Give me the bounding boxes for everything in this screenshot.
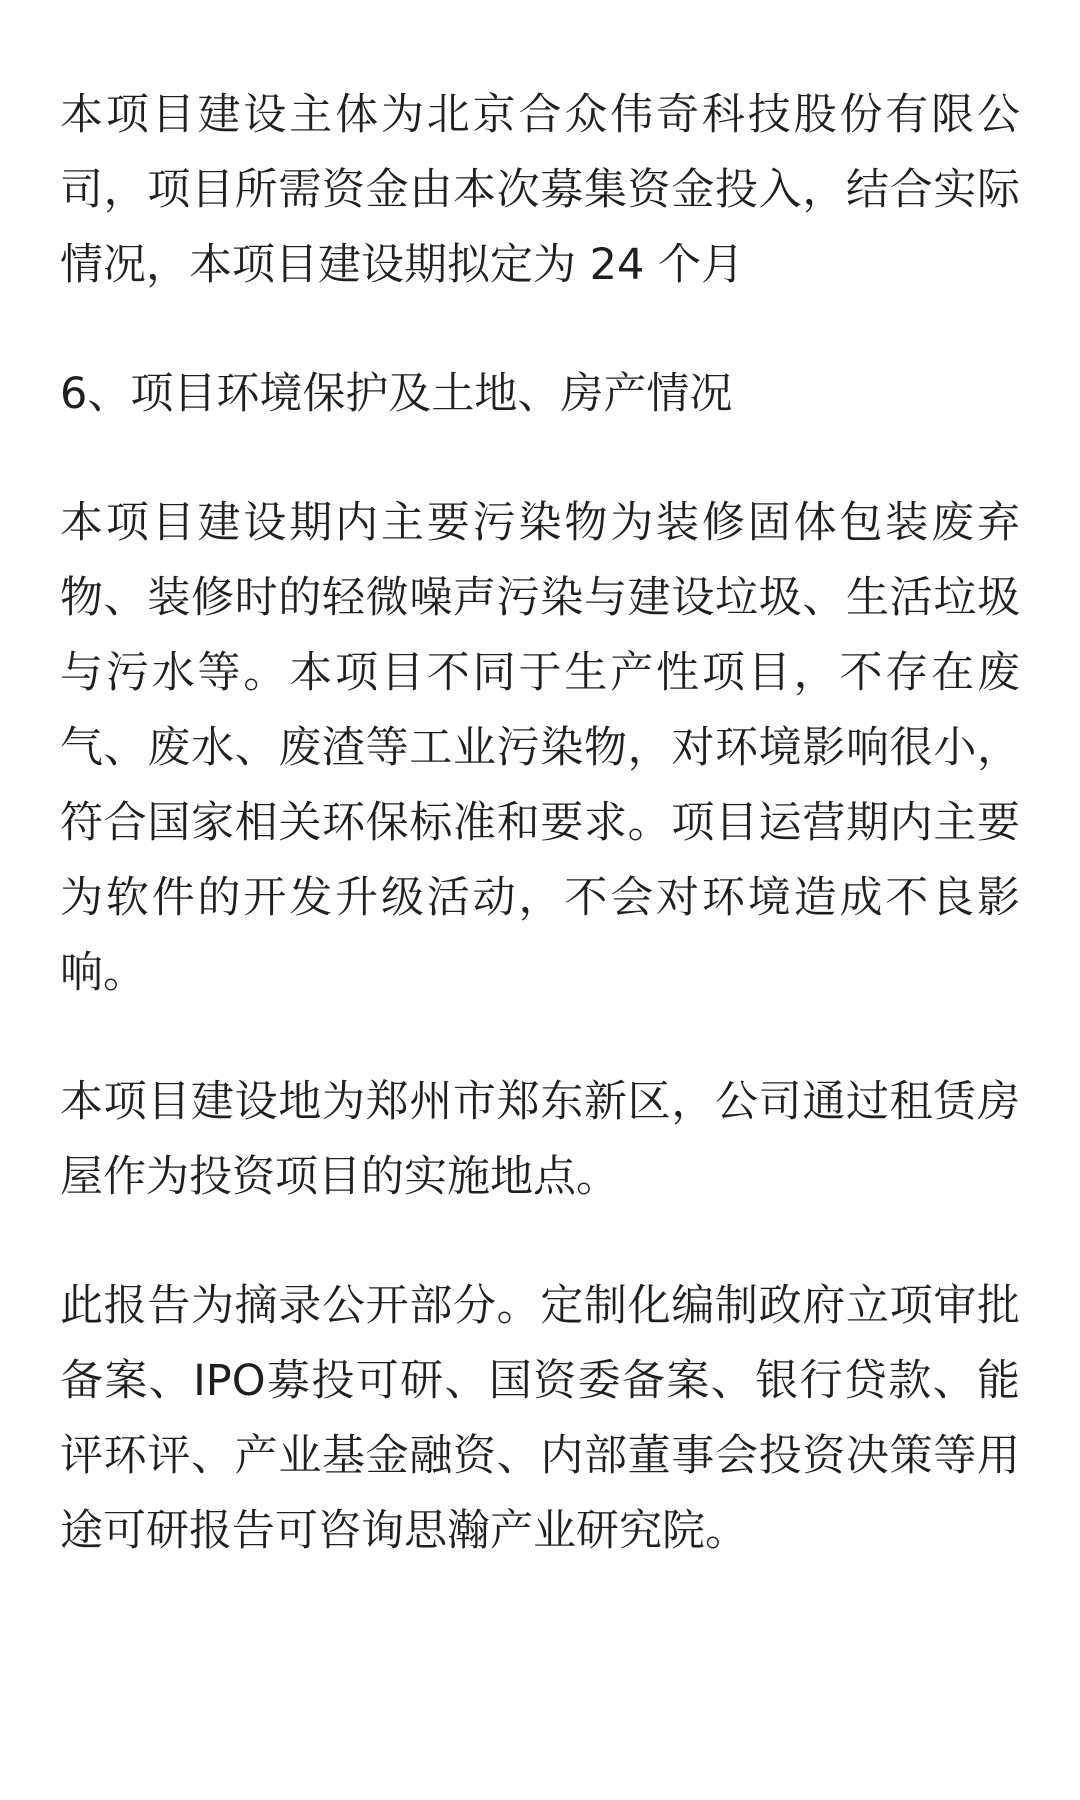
text-line: 物、装修时的轻微噪声污染与建设垃圾、生活垃圾 xyxy=(60,573,1020,623)
text-line: 本项目建设主体为北京合众伟奇科技股份有限公 xyxy=(60,90,1020,140)
text-line: 响。 xyxy=(60,948,146,998)
text-line: 本项目建设期内主要污染物为装修固体包装废弃 xyxy=(60,498,1020,548)
paragraph-report-note xyxy=(60,1269,1020,1569)
paragraph-environment xyxy=(60,486,1020,1011)
text-line: 备案、IPO募投可研、国资委备案、银行贷款、能 xyxy=(60,1356,1020,1406)
text-line: 气、废水、废渣等工业污染物，对环境影响很小， xyxy=(60,723,1020,773)
text-line: 此报告为摘录公开部分。定制化编制政府立项审批 xyxy=(60,1281,1020,1331)
text-line: 途可研报告可咨询思瀚产业研究院。 xyxy=(60,1506,748,1556)
text-line: 本项目建设地为郑州市郑东新区，公司通过租赁房 xyxy=(60,1077,1020,1127)
text-line: 屋作为投资项目的实施地点。 xyxy=(60,1152,619,1202)
article-body xyxy=(60,78,1020,1623)
section-heading xyxy=(60,357,1020,432)
text-line: 符合国家相关环保标准和要求。项目运营期内主要 xyxy=(60,798,1020,848)
text-line: 情况，本项目建设期拟定为 24 个月 xyxy=(60,240,745,290)
text-line: 为软件的开发升级活动，不会对环境造成不良影 xyxy=(60,873,1020,923)
paragraph-location xyxy=(60,1065,1020,1215)
text-line: 与污水等。本项目不同于生产性项目，不存在废 xyxy=(60,648,1020,698)
paragraph-project-entity xyxy=(60,78,1020,303)
text-line: 评环评、产业基金融资、内部董事会投资决策等用 xyxy=(60,1431,1020,1481)
section-heading-text: 6、项目环境保护及土地、房产情况 xyxy=(60,369,733,419)
text-line: 司，项目所需资金由本次募集资金投入，结合实际 xyxy=(60,165,1020,215)
